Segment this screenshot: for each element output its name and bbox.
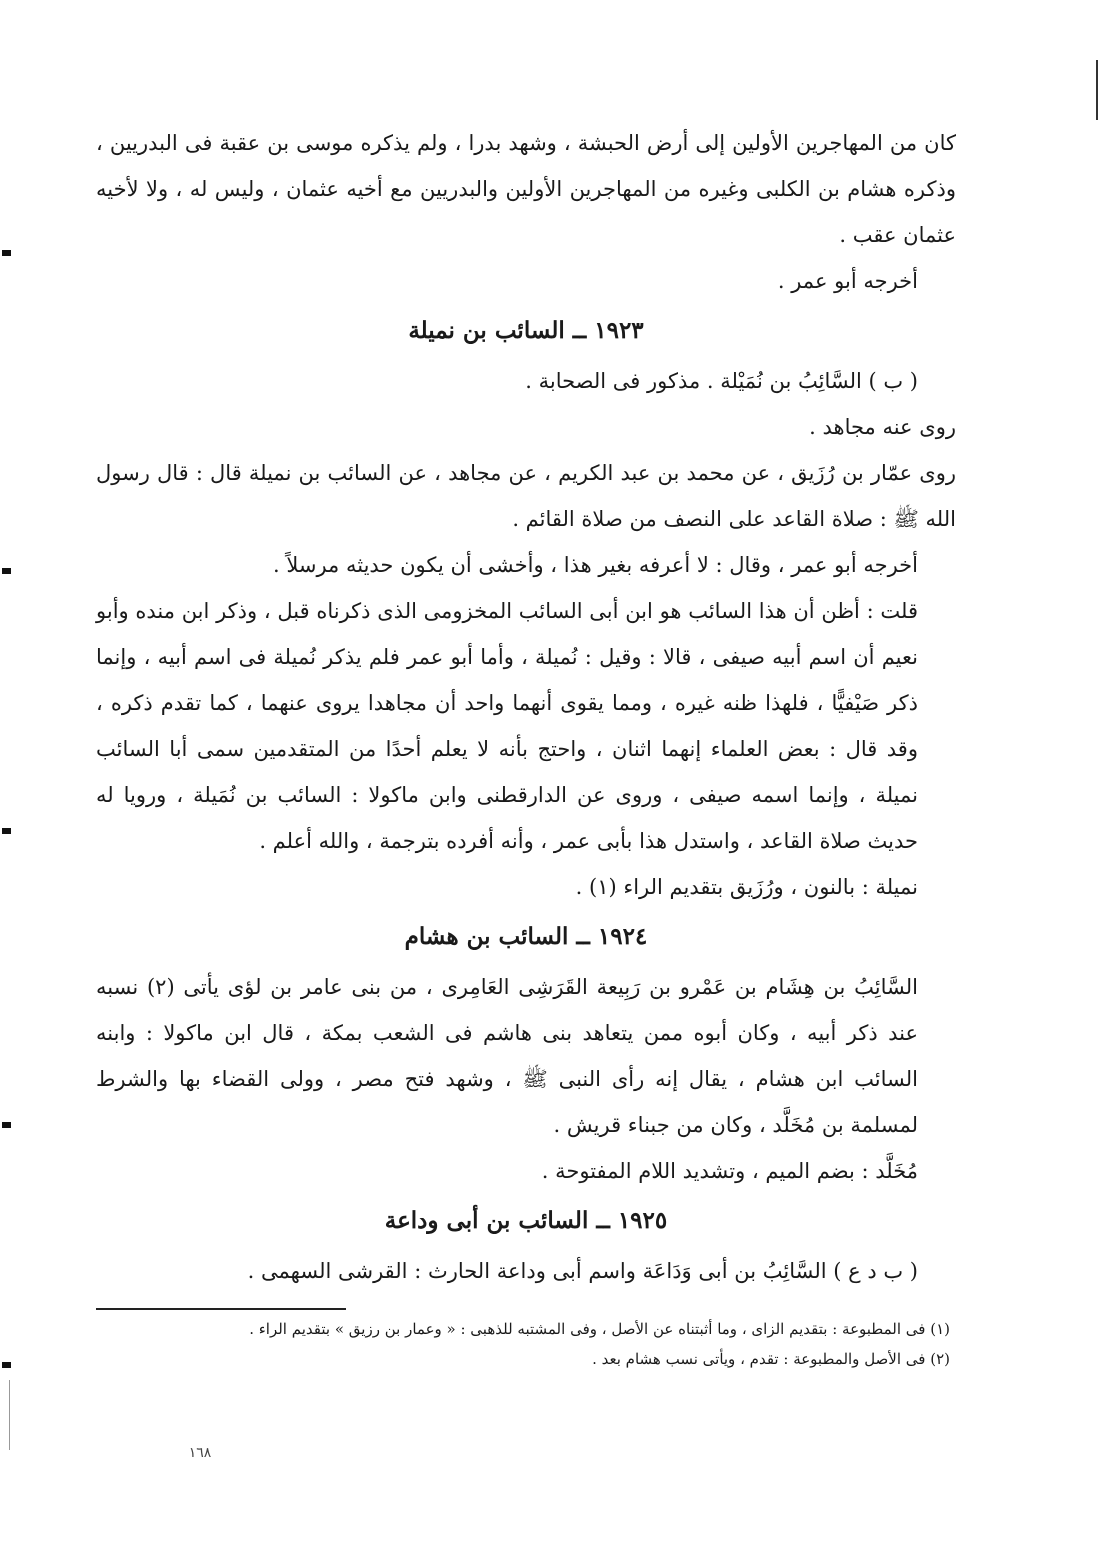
paragraph: أخرجه أبو عمر . <box>777 269 918 293</box>
binding-hole-mark <box>2 568 11 574</box>
page-number: ١٦٨ <box>188 1445 212 1461</box>
binding-hole-mark <box>2 1122 11 1128</box>
paragraph: روى عمّار بن رُزَيق ، عن محمد بن عبد الكريم ، عن مجاهد ، عن السائب بن نميلة قال : قال رسول الله ﷺ : صلاة القاعد على النصف من صلاة القائم . <box>96 461 956 531</box>
footnote: (٢) فى الأصل والمطبوعة : تقدم ، ويأتى نسب هشام بعد . <box>592 1350 950 1368</box>
paragraph: كان من المهاجرين الأولين إلى أرض الحبشة ، وشهد بدرا ، ولم يذكره موسى بن عقبة فى البدريين ، وذكره هشام بن الكلبى وغيره من المهاجرين الأولين والبدريين مع أخيه عثمان ، وليس له ، ولا لأخيه عثمان عقب . <box>96 131 956 247</box>
paragraph: نميلة : بالنون ، ورُزَيق بتقديم الراء (١) . <box>575 875 918 899</box>
book-page <box>96 120 956 1374</box>
footnote-divider <box>96 1308 346 1310</box>
paragraph: السَّائِبُ بن هِشَام بن عَمْرو بن رَبِيعة القَرَشِى العَامِرى ، من بنى عامر بن لؤى يأتى (٢) نسبه عند ذكر أبيه ، وكان أبوه ممن يتعاهد بنى هاشم فى الشعب بمكة ، قال ابن ماكولا : وابنه السائب ابن هشام ، يقال إنه رأى النبى ﷺ ، وشهد فتح مصر ، وولى القضاء بها والشرط لمسلمة بن مُخَلَّد ، وكان من جبناء قريش . <box>96 975 918 1137</box>
paragraph: مُخَلَّد : بضم الميم ، وتشديد اللام المفتوحة . <box>541 1159 918 1183</box>
binding-hole-mark <box>2 828 11 834</box>
paragraph: روى عنه مجاهد . <box>809 415 956 439</box>
footnotes <box>96 1314 956 1374</box>
scan-edge-line <box>9 1380 10 1450</box>
paragraph: ( ب د ع ) السَّائِبُ بن أبى وَدَاعَة واسم أبى وداعة الحارث : القرشى السهمى . <box>247 1259 918 1283</box>
entry-heading: ١٩٢٣ ــ السائب بن نميلة <box>408 317 644 344</box>
binding-hole-mark <box>2 1362 11 1368</box>
footnote: (١) فى المطبوعة : بتقديم الزاى ، وما أثبتناه عن الأصل ، وفى المشتبه للذهبى : « وعمار بن رزيق » بتقديم الراء . <box>249 1320 950 1338</box>
paragraph: ( ب ) السَّائِبُ بن نُمَيْلة . مذكور فى الصحابة . <box>525 369 918 393</box>
paragraph: قلت : أظن أن هذا السائب هو ابن أبى السائب المخزومى الذى ذكرناه قبل ، وذكر ابن منده وأبو نعيم أن اسم أبيه صيفى ، قالا : وقيل : نُميلة ، وأما أبو عمر فلم يذكر نُميلة فى اسم أبيه ، وإنما ذكر صَيْفيًّا ، فلهذا ظنه غيره ، ومما يقوى أنهما واحد أن مجاهدا يروى عنهما ، كما تقدم ذكره ، وقد قال : بعض العلماء إنهما اثنان ، واحتج بأنه لا يعلم أحدًا من المتقدمين سمى أبا السائب نميلة ، وإنما اسمه صيفى ، وروى عن الدارقطنى وابن ماكولا : السائب بن نُمَيلة ، ورويا له حديث صلاة القاعد ، واستدل هذا بأبى عمر ، وأنه أفرده بترجمة ، والله أعلم . <box>96 599 918 853</box>
entry-heading: ١٩٢٥ ــ السائب بن أبى وداعة <box>384 1207 668 1234</box>
binding-hole-mark <box>2 250 11 256</box>
entry-heading: ١٩٢٤ ــ السائب بن هشام <box>404 923 648 950</box>
scan-edge-line <box>1096 60 1098 120</box>
paragraph: أخرجه أبو عمر ، وقال : لا أعرفه بغير هذا ، وأخشى أن يكون حديثه مرسلاً . <box>272 553 918 577</box>
